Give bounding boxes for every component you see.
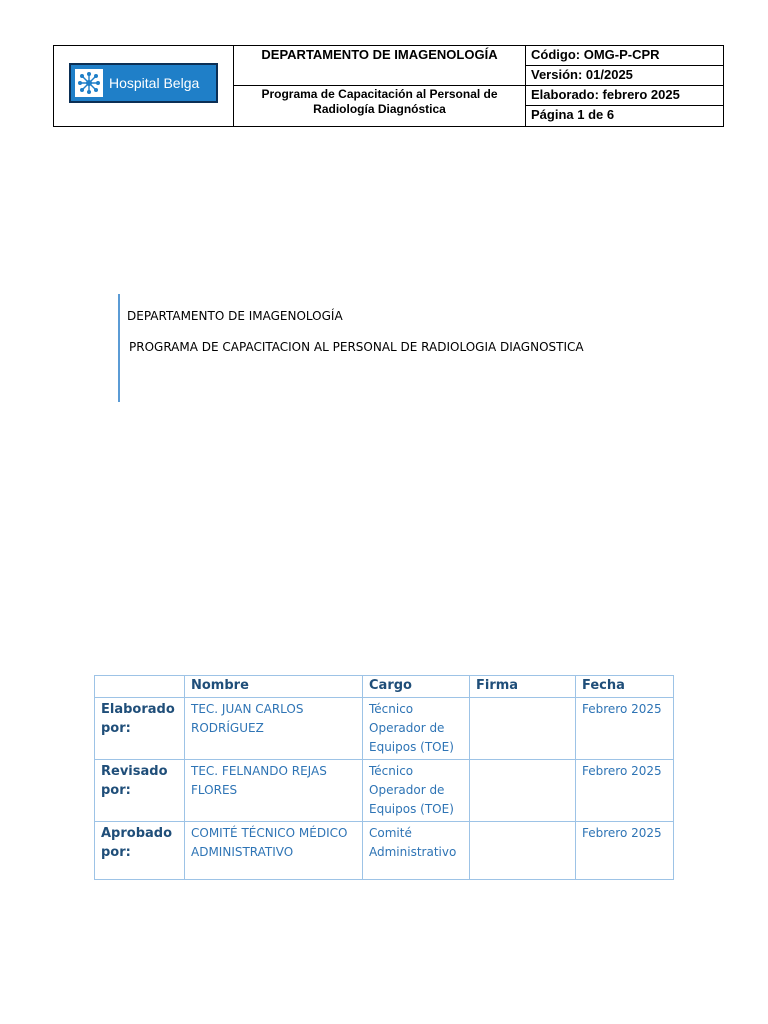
cell-cargo: Técnico Operador de Equipos (TOE) <box>363 698 470 760</box>
page-number: Página 1 de 6 <box>531 107 615 122</box>
cover-accent-bar <box>118 294 120 402</box>
table-row <box>95 698 674 760</box>
document-code: Código: OMG-P-CPR <box>526 46 723 66</box>
header-blank <box>95 676 185 698</box>
cell-cargo: Comité Administrativo <box>363 822 470 880</box>
logo-cell <box>54 46 234 126</box>
hospital-molecule-icon <box>75 69 103 97</box>
document-meta <box>526 46 723 126</box>
cell-fecha: Febrero 2025 <box>576 760 674 822</box>
hospital-logo <box>69 63 218 103</box>
row-label: Elaborado por: <box>95 698 185 760</box>
approval-header-row <box>95 676 674 698</box>
cell-firma <box>470 822 576 880</box>
title-cell <box>234 46 526 126</box>
table-row <box>95 822 674 880</box>
header-firma: Firma <box>470 676 576 698</box>
row-label: Aprobado por: <box>95 822 185 880</box>
table-row <box>95 760 674 822</box>
approval-table <box>94 675 674 880</box>
document-header <box>53 45 724 127</box>
logo-text: Hospital Belga <box>109 75 200 91</box>
program-title: Programa de Capacitación al Personal de Radiología Diagnóstica <box>261 87 498 116</box>
cell-cargo: Técnico Operador de Equipos (TOE) <box>363 760 470 822</box>
cell-nombre: COMITÉ TÉCNICO MÉDICO ADMINISTRATIVO <box>185 822 363 880</box>
header-nombre: Nombre <box>185 676 363 698</box>
cover-department: DEPARTAMENTO DE IMAGENOLOGÍA <box>127 309 343 323</box>
cell-firma <box>470 698 576 760</box>
cell-nombre: TEC. JUAN CARLOS RODRÍGUEZ <box>185 698 363 760</box>
document-version: Versión: 01/2025 <box>526 66 723 86</box>
document-date: Elaborado: febrero 2025 <box>526 86 723 106</box>
cell-nombre: TEC. FELNANDO REJAS FLORES <box>185 760 363 822</box>
cover-program: PROGRAMA DE CAPACITACION AL PERSONAL DE RADIOLOGIA DIAGNOSTICA <box>129 340 584 354</box>
cell-firma <box>470 760 576 822</box>
row-label: Revisado por: <box>95 760 185 822</box>
header-fecha: Fecha <box>576 676 674 698</box>
cell-fecha: Febrero 2025 <box>576 698 674 760</box>
header-cargo: Cargo <box>363 676 470 698</box>
cell-fecha: Febrero 2025 <box>576 822 674 880</box>
department-title: DEPARTAMENTO DE IMAGENOLOGÍA <box>234 46 525 86</box>
